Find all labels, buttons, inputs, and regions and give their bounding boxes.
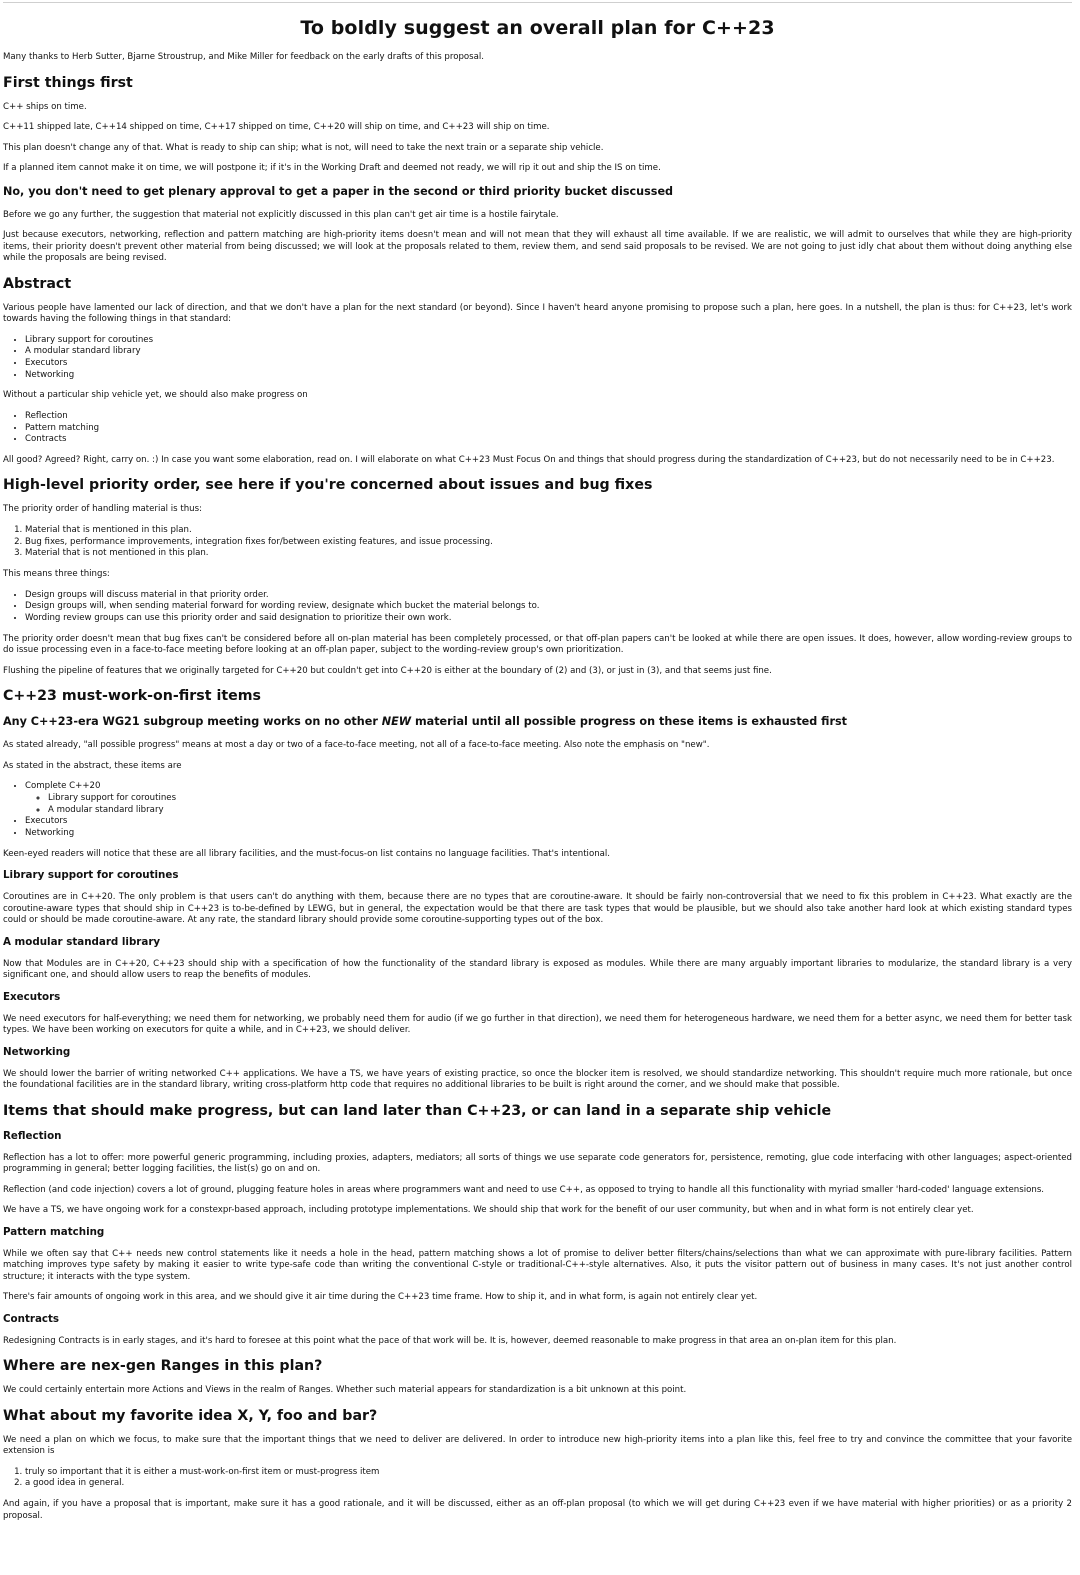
- subsection-heading-coroutines: Library support for coroutines: [3, 869, 179, 882]
- section-heading-favorite-idea: What about my favorite idea X, Y, foo and bar?: [3, 1407, 378, 1424]
- paragraph: We need executors for half-everything; we need them for networking, we probably need them for audio (if we go further in that direction), we need them for heterogeneous hardware, we need them for a better async, we need them for better task types. We have been working on executors for quite a while, and in C++23, we should deliver.: [3, 1013, 1072, 1036]
- list-item: ◦ A modular standard library: [48, 805, 1072, 817]
- paragraph: Without a particular ship vehicle yet, we should also make progress on: [3, 390, 308, 401]
- subsection-heading-contracts: Contracts: [3, 1312, 60, 1325]
- subsection-heading-plenary-approval: No, you don't need to get plenary approval to get a paper in the second or third priority bucket discussed: [3, 184, 674, 198]
- list-item: 2. Bug fixes, performance improvements, integration fixes for/between existing features, and issue processing.: [25, 537, 1072, 549]
- heading-text: Any C++23-era WG21 subgroup meeting works on no other: [3, 715, 382, 729]
- section-heading-abstract: Abstract: [3, 275, 72, 292]
- list-item: • Networking: [25, 828, 1072, 840]
- paragraph: Redesigning Contracts is in early stages, and it's hard to foresee at this point what the pace of that work will be. It is, however, deemed reasonable to make progress in that area an on-plan item for this plan.: [3, 1335, 897, 1346]
- paragraph: The priority order doesn't mean that bug fixes can't be considered before all on-plan material has been completely processed, or that off-plan papers can't be looked at while there are open issues. It does, however, allow wording-review groups to do issue processing even in a face-to-face meeting before looking at an off-plan paper, subject to the wording-review group's own prioritization.: [3, 633, 1072, 656]
- list-item: • Executors: [25, 358, 1072, 370]
- list-item: 1. Material that is mentioned in this plan.: [25, 525, 1072, 537]
- paragraph: C++ ships on time.: [3, 101, 87, 112]
- paragraph: Now that Modules are in C++20, C++23 should ship with a specification of how the functionality of the standard library is exposed as modules. While there are many arguably important libraries to modularize, the standard library is a very significant one, and should allow users to reap the benefits of modules.: [3, 958, 1072, 981]
- subsection-heading-networking: Networking: [3, 1045, 71, 1058]
- paragraph: We could certainly entertain more Actions and Views in the realm of Ranges. Whether such material appears for standardization is a bit unknown at this point.: [3, 1385, 687, 1396]
- subsection-heading-pattern-matching: Pattern matching: [3, 1225, 105, 1238]
- list-item: [25, 781, 1072, 816]
- paragraph: Reflection (and code injection) covers a lot of ground, plugging feature holes in areas where programmers want and need to use C++, as opposed to trying to handle all this functionality with myriad smaller 'hard-coded' language extensions.: [3, 1184, 1045, 1195]
- paragraph: While we often say that C++ needs new control statements like it needs a hole in the head, pattern matching shows a lot of promise to deliver better filters/chains/selections than what we can approximate with pure-library facilities. Pattern matching improves type safety by making it easier to write type-safe code than writing the conventional C-style or traditional-C++-style alternatives. Also, it puts the visitor pattern out of business in many cases. It's not just another control structure; it interacts with the type system.: [3, 1248, 1072, 1282]
- top-divider: [3, 2, 1072, 3]
- paragraph: As stated in the abstract, these items are: [3, 760, 182, 771]
- paragraph: And again, if you have a proposal that is important, make sure it has a good rationale, and it will be discussed, either as an off-plan proposal (to which we will get during C++23 even if we have material with higher priorities) or as a priority 2 proposal.: [3, 1499, 1072, 1521]
- list-item: • Pattern matching: [25, 423, 1072, 435]
- paragraph: Coroutines are in C++20. The only problem is that users can't do anything with them, because there are no types that are coroutine-aware. It should be fairly non-controversial that we need to fix this problem in C++23. What exactly are the coroutine-aware types that should ship in C++23 is to-be-defined by LEWG, but in general, the expectation would be that there are task types that would be plausible, but we should also take another hard look at which existing standard types could or should be made coroutine-aware. At any rate, the standard library should provide some coroutine-supporting types out of the box.: [3, 892, 1072, 926]
- paragraph: C++11 shipped late, C++14 shipped on time, C++17 shipped on time, C++20 will ship on time, and C++23 will ship on time.: [3, 122, 550, 132]
- list-item: ◦ Library support for coroutines: [48, 793, 1072, 805]
- paragraph: We should lower the barrier of writing networked C++ applications. We have a TS, we have years of existing practice, so once the blocker item is resolved, we should standardize networking. This shouldn't require much more rationale, but once the foundational facilities are in the standard library, writing cross-platform http code that requires no additional libraries to be built is right around the corner, and we should make that possible.: [3, 1068, 1072, 1091]
- section-heading-later-items: Items that should make progress, but can land later than C++23, or can land in a separate ship vehicle: [3, 1102, 832, 1119]
- paragraph: Reflection has a lot to offer: more powerful generic programming, including proxies, adapters, mediators; all sorts of things we use separate code generators for, persistence, remoting, glue code interfacing with other languages; aspect-oriented programming in general; better logging facilities, the list(s) go on and on.: [3, 1152, 1072, 1175]
- section-heading-must-work-on-first: C++23 must-work-on-first items: [3, 688, 261, 705]
- list-item: • Wording review groups can use this priority order and said designation to prioritize their own work.: [25, 613, 1072, 625]
- paragraph: We need a plan on which we focus, to make sure that the important things that we need to deliver are delivered. In order to introduce new high-priority items into a plan like this, feel free to try and convince the committee that your favorite extension is: [3, 1434, 1072, 1457]
- list-item: • Executors: [25, 816, 1072, 828]
- bullet-list-cpp23-items: [3, 335, 1072, 382]
- paragraph: This means three things:: [3, 569, 110, 580]
- list-item: • Networking: [25, 370, 1072, 382]
- paragraph: This plan doesn't change any of that. What is ready to ship can ship; what is not, will need to take the next train or a separate ship vehicle.: [3, 142, 604, 153]
- paragraph: We have a TS, we have ongoing work for a constexpr-based approach, including prototype implementations. We should ship that work for the benefit of our user community, but when and in what form is not entirely clear yet.: [3, 1205, 974, 1216]
- numbered-list-favorite: [3, 1467, 1072, 1490]
- list-item: 3. Material that is not mentioned in this plan.: [25, 548, 1072, 560]
- subsection-heading-reflection: Reflection: [3, 1129, 62, 1142]
- paragraph: Before we go any further, the suggestion that material not explicitly discussed in this plan can't get air time is a hostile fairytale.: [3, 209, 559, 220]
- subsection-heading-no-new-material: [3, 715, 1072, 729]
- paragraph: As stated already, "all possible progress" means at most a day or two of a face-to-face meeting, not all of a face-to-face meeting. Also note the emphasis on "new".: [3, 740, 710, 751]
- list-item: • Reflection: [25, 411, 1072, 423]
- list-item: • A modular standard library: [25, 346, 1072, 358]
- numbered-list-priority: [3, 525, 1072, 560]
- thanks-paragraph: Many thanks to Herb Sutter, Bjarne Stroustrup, and Mike Miller for feedback on the early drafts of this proposal.: [3, 52, 485, 62]
- list-item: 1. truly so important that it is either a must-work-on-first item or must-progress item: [25, 1467, 1072, 1479]
- list-item: • Library support for coroutines: [25, 335, 1072, 347]
- bullet-list-must-items: [3, 781, 1072, 840]
- section-heading-ranges: Where are nex-gen Ranges in this plan?: [3, 1358, 323, 1375]
- paragraph: Flushing the pipeline of features that we originally targeted for C++20 but couldn't get into C++20 is either at the boundary of (2) and (3), or just in (3), and that seems just fine.: [3, 665, 772, 676]
- emphasis-new: NEW: [381, 715, 412, 729]
- paragraph: The priority order of handling material is thus:: [3, 504, 202, 515]
- paragraph: Just because executors, networking, reflection and pattern matching are high-priority items doesn't mean and will not mean that they will exhaust all time available. If we are realistic, we will admit to ourselves that while they are high-priority items, their priority doesn't prevent other material from being discussed; we will look at the proposals related to them, review them, and send said proposals to be revised. We are not going to just idly chat about them without doing anything else while the proposals are being revised.: [3, 230, 1072, 263]
- section-heading-priority-order: High-level priority order, see here if you're concerned about issues and bug fixes: [3, 477, 653, 494]
- nested-list: [25, 793, 1072, 816]
- paragraph: All good? Agreed? Right, carry on. :) In case you want some elaboration, read on. I will elaborate on what C++23 Must Focus On and things that should progress during the standardization of C++23, but do not necessarily need to be in C++23.: [3, 454, 1055, 465]
- list-item: • Design groups will discuss material in that priority order.: [25, 590, 1072, 602]
- list-item: • Contracts: [25, 434, 1072, 446]
- bullet-list-progress-items: [3, 411, 1072, 446]
- list-item: • Design groups will, when sending material forward for wording review, designate which bucket the material belongs to.: [25, 601, 1072, 613]
- paragraph: If a planned item cannot make it on time, we will postpone it; if it's in the Working Draft and deemed not ready, we will rip it out and ship the IS on time.: [3, 163, 661, 173]
- paragraph: Keen-eyed readers will notice that these are all library facilities, and the must-focus-on list contains no language facilities. That's intentional.: [3, 848, 611, 859]
- paragraph: There's fair amounts of ongoing work in this area, and we should give it air time during the C++23 time frame. How to ship it, and in what form, is again not entirely clear yet.: [3, 1292, 758, 1303]
- subsection-heading-executors: Executors: [3, 990, 61, 1003]
- page-title: To boldly suggest an overall plan for C++23: [300, 17, 775, 39]
- bullet-list-three-things: [3, 590, 1072, 625]
- heading-text: material until all possible progress on these items is exhausted first: [411, 715, 847, 729]
- paragraph: Various people have lamented our lack of direction, and that we don't have a plan for the next standard (or beyond). Since I haven't heard anyone promising to propose such a plan, here goes. In a nutshell, the plan is thus: for C++23, let's work towards having the following things in that standard:: [3, 302, 1072, 324]
- list-item: 2. a good idea in general.: [25, 1478, 1072, 1490]
- section-heading-first-things-first: First things first: [3, 74, 133, 91]
- list-item-text: Complete C++20: [25, 781, 101, 792]
- subsection-heading-modular-library: A modular standard library: [3, 935, 161, 948]
